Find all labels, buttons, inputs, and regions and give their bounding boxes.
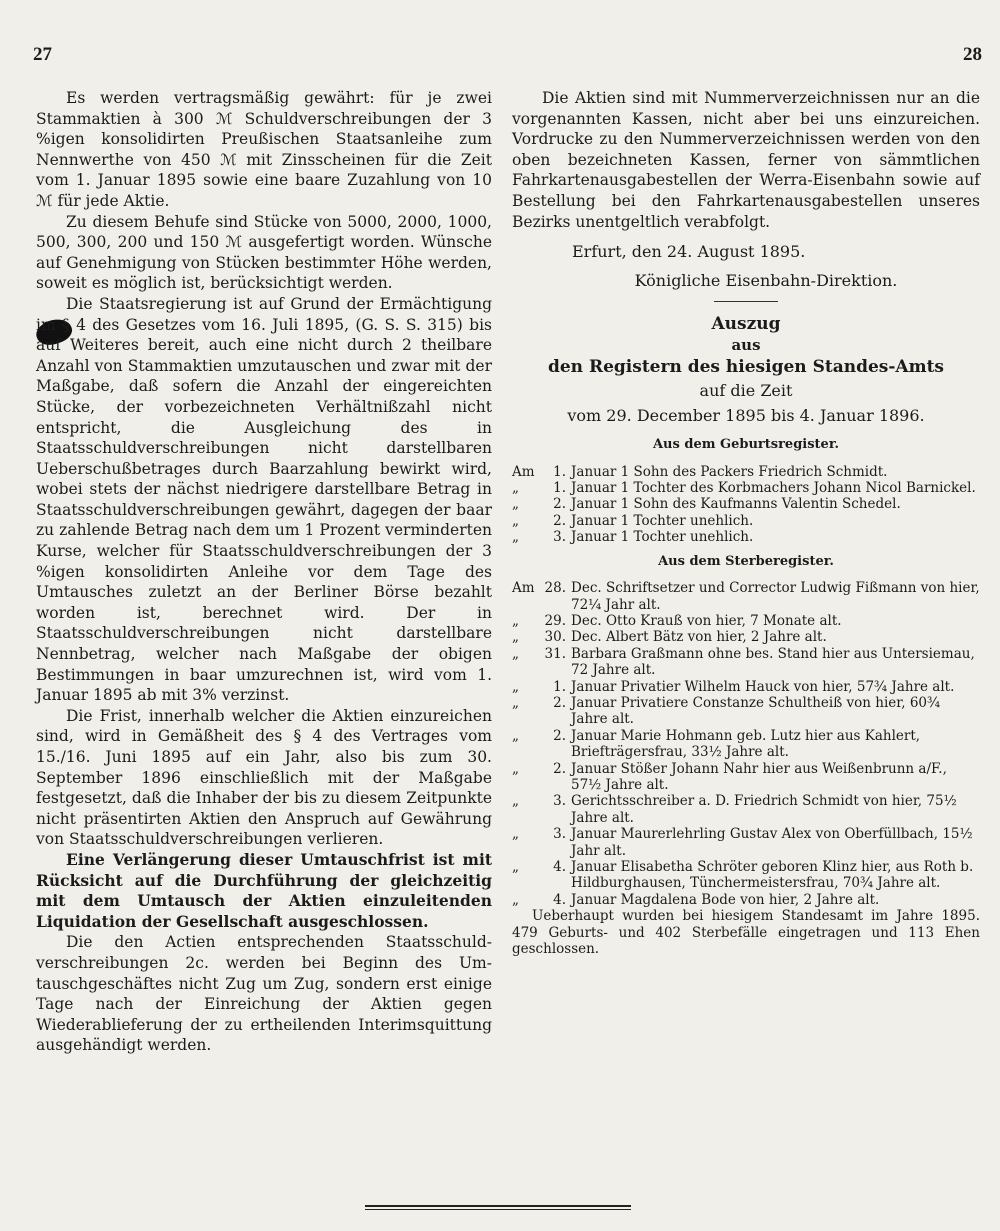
entry-prefix: „ — [512, 678, 519, 695]
birth-entry — [512, 464, 980, 480]
entry-prefix: „ — [512, 512, 519, 529]
entry-text: Januar 1 Tochter unehlich. — [571, 529, 754, 546]
death-entry — [512, 761, 980, 794]
entry-day: 1. — [553, 678, 566, 695]
sender: Königliche Eisenbahn-Direktion. — [634, 270, 898, 290]
entry-day: 2. — [553, 695, 566, 711]
heading-registers: den Registern des hiesigen Standes-Amts — [547, 356, 944, 377]
paragraph-interim-receipt: Die den Actien entsprechenden Staatsschuldverschreibungen 2c. werden bei Beginn des Umtauschgeschäftes nicht Zug um Zug, sondern erst einige Tage nach der Einreichung der Aktien gegen Wiederablieferung der zu ertheilenden Interimsquittung ausgehändigt werden. — [36, 933, 492, 1055]
death-entry — [512, 613, 980, 629]
entry-prefix: „ — [512, 760, 519, 777]
heading-period: vom 29. December 1895 bis 4. Januar 1896. — [567, 405, 925, 425]
entry-text: Januar Privatiere Constanze Schultheiß von hier, 60¾ Jahre alt. — [571, 695, 941, 728]
death-entry — [512, 793, 980, 826]
death-entry — [512, 859, 980, 892]
entry-prefix: „ — [512, 612, 519, 629]
entry-prefix: Am — [512, 580, 535, 597]
place-date: Erfurt, den 24. August 1895. — [572, 242, 806, 262]
heading-period-label: auf die Zeit — [699, 380, 793, 400]
entry-prefix: „ — [512, 891, 519, 908]
paragraph-denominations: Zu diesem Behufe sind Stücke von 5000, 2000, 1000, 500, 300, 200 und 150 ℳ ausgefertigt worden. Wünsche auf Genehmigung von Stücken bestimmter Höhe werden, soweit es möglich ist, berücksichtigt werden. — [36, 212, 492, 293]
page-number-right: 28 — [963, 44, 982, 65]
entry-day: 2. — [553, 727, 566, 744]
summary: Ueberhaupt wurden bei hiesigem Standesamt im Jahre 1895. 479 Geburts- und 402 Sterbefälle eingetragen und 113 Ehen geschlossen. — [512, 908, 980, 958]
paragraph-exchange-terms: Es werden vertragsmäßig gewährt: für je zwei Stammaktien à 300 ℳ Schuldverschreibungen der 3 %igen konsolidirten Preußischen Staatsanleihe zum Nennwerthe von 450 ℳ mit Zinsscheinen für die Zeit vom 1. Januar 1895 sowie eine baare Zuzahlung von 10 ℳ für jede Aktie. — [36, 89, 492, 210]
birth-entry — [512, 513, 980, 529]
entry-prefix: Am — [512, 463, 535, 480]
entry-day: 4. — [553, 891, 566, 908]
entry-day: 28. — [544, 580, 566, 597]
death-entry — [512, 679, 980, 695]
entry-text: Dec. Albert Bätz von hier, 2 Jahre alt. — [571, 629, 827, 646]
entry-text: Januar 1 Sohn des Packers Friedrich Schmidt. — [571, 463, 888, 480]
entry-day: 2. — [553, 760, 566, 777]
entry-text: Januar 1 Tochter des Korbmachers Johann Nicol Barnickel. — [571, 479, 976, 496]
entry-day: 1. — [553, 479, 566, 496]
death-entry — [512, 646, 980, 679]
left-column — [36, 88, 492, 1056]
entry-prefix: „ — [512, 645, 519, 662]
deaths-title: Aus dem Sterberegister. — [658, 553, 834, 569]
entry-day: 2. — [553, 512, 566, 529]
entry-text: Barbara Graßmann ohne bes. Stand hier aus Untersiemau, 72 Jahre alt. — [571, 645, 975, 679]
entry-prefix: „ — [512, 727, 519, 744]
page-number-left: 27 — [33, 44, 52, 65]
right-column — [512, 88, 980, 958]
entry-day: 3. — [553, 793, 566, 810]
heading-aus: aus — [731, 335, 761, 354]
divider — [714, 301, 778, 302]
entry-day: 31. — [544, 645, 566, 662]
entry-prefix: „ — [512, 695, 519, 711]
births-list — [512, 464, 980, 546]
entry-prefix: „ — [512, 496, 519, 513]
entry-prefix: „ — [512, 859, 519, 876]
entry-text: Januar Maurerlehrling Gustav Alex von Oberfüllbach, 15½ Jahr alt. — [571, 826, 973, 859]
deaths-list — [512, 580, 980, 908]
birth-entry — [512, 480, 980, 496]
entry-prefix: „ — [512, 826, 519, 843]
entry-day: 30. — [544, 629, 566, 646]
birth-entry — [512, 529, 980, 545]
entry-text: Gerichtsschreiber a. D. Friedrich Schmidt von hier, 75½ Jahre alt. — [571, 793, 957, 826]
entry-text: Januar Elisabetha Schröter geboren Klinz hier, aus Roth b. Hildburghausen, Tünchermeistersfrau, 70¾ Jahre alt. — [571, 859, 974, 892]
death-entry — [512, 695, 980, 728]
entry-day: 3. — [553, 826, 566, 843]
entry-text: Januar Marie Hohmann geb. Lutz hier aus Kahlert, Briefträgersfrau, 33½ Jahre alt. — [571, 727, 921, 761]
birth-entry — [512, 496, 980, 512]
entry-text: Januar 1 Tochter unehlich. — [571, 512, 754, 529]
death-entry — [512, 826, 980, 859]
entry-text: Dec. Schriftsetzer und Corrector Ludwig Fißmann von hier, 72¼ Jahr alt. — [571, 580, 980, 613]
paragraph-no-extension: Eine Verlängerung dieser Umtauschfrist ist mit Rücksicht auf die Durchführung der gleichzeitig mit dem Umtausch der Aktien einzuleitenden Liquidation der Gesellschaft ausgeschlossen. — [36, 849, 492, 931]
paragraph-submission: Die Aktien sind mit Nummerverzeichnissen nur an die vorgenannten Kassen, nicht aber bei uns einzureichen. Vordrucke zu den Nummerverzeichnissen werden von den oben bezeichneten Kassen, ferner von sämmtlichen Fahrkartenausgabestellen der Werra-Eisenbahn sowie auf Bestellung bei den Fahrkartenausgabestellen unseres Bezirks unentgeltlich verabfolgt. — [512, 89, 980, 231]
entry-text: Januar Stößer Johann Nahr hier aus Weißenbrunn a/F., 57½ Jahre alt. — [571, 760, 947, 794]
entry-day: 2. — [553, 496, 566, 513]
heading-auszug: Auszug — [711, 314, 781, 335]
paragraph-government: Die Staatsregierung ist auf Grund der Ermächtigung im § 4 des Gesetzes vom 16. Juli 1895, (G. S. S. 315) bis auf Weiteres bereit, auch eine nicht durch 2 theilbare Anzahl von Stammaktien umzutauschen und zwar mit der Maßgabe, daß sofern die Anzahl der eingereichten Stücke, der vorbezeichneten Verhältnißzahl nicht entspricht, die Ausgleichung des in Staatsschuldverschreibungen nicht darstellbaren Ueberschußbetrages durch Baarzahlung bewirkt wird, wobei stets der nächst niedrigere darstellbare Betrag in Staatsschuldverschreibungen gewährt, dagegen der baar zu zahlende Betrag nach dem um 1 Prozent verminderten Kurse, welcher für Staatsschuldverschreibungen der 3 %igen konsolidirten Anleihe vor dem Tage des Umtausches zuletzt an der Berliner Börse bezahlt worden ist, berechnet wird. Der in Staatsschuldverschreibungen nicht darstellbare Nennbetrag, welcher nach Maßgabe der obigen Bestimmungen in baar umzurechnen ist, wird vom 1. Januar 1895 ab mit 3% verzinst. — [36, 294, 492, 705]
entry-prefix: „ — [512, 629, 519, 646]
births-title: Aus dem Geburtsregister. — [652, 436, 840, 452]
bottom-rule — [365, 1205, 631, 1210]
entry-text: Dec. Otto Krauß von hier, 7 Monate alt. — [571, 612, 842, 629]
entry-text: Januar Privatier Wilhelm Hauck von hier, 57¾ Jahre alt. — [571, 678, 955, 695]
death-entry — [512, 892, 980, 908]
entry-day: 4. — [553, 859, 566, 876]
death-entry — [512, 728, 980, 761]
entry-prefix: „ — [512, 793, 519, 810]
death-entry — [512, 580, 980, 613]
paragraph-deadline: Die Frist, innerhalb welcher die Aktien einzureichen sind, wird in Gemäßheit des § 4 des Vertrages vom 15./16. Juni 1895 auf ein Jahr, also bis zum 30. September 1896 einschließlich mit der Maßgabe festgesetzt, daß die Inhaber der bis zu diesem Zeitpunkte nicht präsentirten Aktien den Anspruch auf Gewährung von Staatsschuldverschreibungen verlieren. — [36, 706, 492, 849]
entry-text: Januar 1 Sohn des Kaufmanns Valentin Schedel. — [571, 496, 901, 513]
entry-day: 29. — [544, 612, 566, 629]
entry-day: 1. — [553, 463, 566, 480]
entry-day: 3. — [553, 529, 566, 546]
entry-prefix: „ — [512, 479, 519, 496]
entry-text: Januar Magdalena Bode von hier, 2 Jahre alt. — [571, 891, 880, 908]
entry-prefix: „ — [512, 529, 519, 546]
death-entry — [512, 629, 980, 645]
